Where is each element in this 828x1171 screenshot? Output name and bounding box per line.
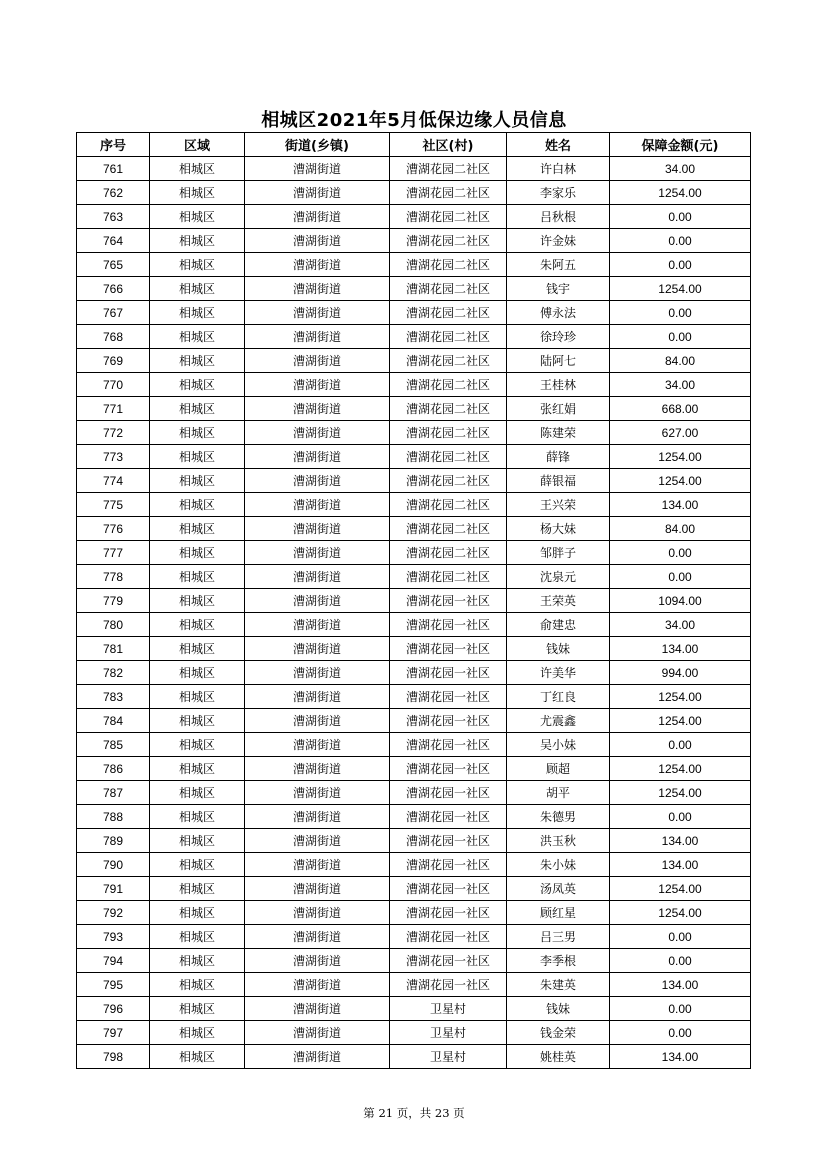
cell-district: 相城区 bbox=[150, 709, 245, 733]
cell-street: 漕湖街道 bbox=[245, 901, 390, 925]
cell-index: 784 bbox=[77, 709, 150, 733]
cell-index: 773 bbox=[77, 445, 150, 469]
cell-amount: 1254.00 bbox=[610, 277, 751, 301]
page-footer: 第 21 页，共 23 页 bbox=[363, 1106, 465, 1120]
table-row bbox=[77, 733, 751, 757]
cell-index: 793 bbox=[77, 925, 150, 949]
cell-index: 792 bbox=[77, 901, 150, 925]
cell-amount: 0.00 bbox=[610, 1021, 751, 1045]
cell-amount: 134.00 bbox=[610, 493, 751, 517]
cell-amount: 0.00 bbox=[610, 925, 751, 949]
cell-amount: 0.00 bbox=[610, 301, 751, 325]
cell-name: 杨大妹 bbox=[507, 517, 610, 541]
cell-amount: 1254.00 bbox=[610, 469, 751, 493]
cell-community: 漕湖花园一社区 bbox=[390, 637, 507, 661]
cell-index: 782 bbox=[77, 661, 150, 685]
cell-district: 相城区 bbox=[150, 589, 245, 613]
cell-community: 漕湖花园一社区 bbox=[390, 949, 507, 973]
cell-amount: 0.00 bbox=[610, 733, 751, 757]
cell-amount: 134.00 bbox=[610, 829, 751, 853]
cell-street: 漕湖街道 bbox=[245, 949, 390, 973]
cell-amount: 84.00 bbox=[610, 349, 751, 373]
cell-street: 漕湖街道 bbox=[245, 421, 390, 445]
table-row bbox=[77, 949, 751, 973]
table-row bbox=[77, 709, 751, 733]
cell-amount: 668.00 bbox=[610, 397, 751, 421]
cell-street: 漕湖街道 bbox=[245, 709, 390, 733]
cell-district: 相城区 bbox=[150, 541, 245, 565]
cell-district: 相城区 bbox=[150, 613, 245, 637]
cell-street: 漕湖街道 bbox=[245, 205, 390, 229]
cell-street: 漕湖街道 bbox=[245, 1045, 390, 1069]
cell-amount: 1254.00 bbox=[610, 685, 751, 709]
cell-district: 相城区 bbox=[150, 805, 245, 829]
cell-community: 漕湖花园二社区 bbox=[390, 181, 507, 205]
cell-name: 张红娟 bbox=[507, 397, 610, 421]
cell-index: 780 bbox=[77, 613, 150, 637]
cell-district: 相城区 bbox=[150, 781, 245, 805]
cell-community: 漕湖花园二社区 bbox=[390, 373, 507, 397]
cell-community: 漕湖花园二社区 bbox=[390, 493, 507, 517]
cell-name: 汤凤英 bbox=[507, 877, 610, 901]
cell-name: 洪玉秋 bbox=[507, 829, 610, 853]
cell-district: 相城区 bbox=[150, 397, 245, 421]
cell-index: 764 bbox=[77, 229, 150, 253]
cell-name: 顾超 bbox=[507, 757, 610, 781]
table-row bbox=[77, 589, 751, 613]
table-header-row bbox=[77, 133, 751, 157]
cell-amount: 1254.00 bbox=[610, 757, 751, 781]
cell-street: 漕湖街道 bbox=[245, 733, 390, 757]
header-district: 区域 bbox=[150, 133, 245, 157]
cell-name: 许美华 bbox=[507, 661, 610, 685]
table-row bbox=[77, 613, 751, 637]
cell-index: 765 bbox=[77, 253, 150, 277]
cell-index: 776 bbox=[77, 517, 150, 541]
cell-community: 漕湖花园一社区 bbox=[390, 709, 507, 733]
cell-district: 相城区 bbox=[150, 685, 245, 709]
cell-district: 相城区 bbox=[150, 1021, 245, 1045]
page-title: 相城区2021年5月低保边缘人员信息 bbox=[261, 110, 567, 131]
cell-name: 朱小妹 bbox=[507, 853, 610, 877]
cell-street: 漕湖街道 bbox=[245, 829, 390, 853]
cell-index: 787 bbox=[77, 781, 150, 805]
cell-name: 丁红良 bbox=[507, 685, 610, 709]
cell-name: 朱阿五 bbox=[507, 253, 610, 277]
cell-community: 漕湖花园一社区 bbox=[390, 613, 507, 637]
cell-district: 相城区 bbox=[150, 229, 245, 253]
cell-community: 漕湖花园一社区 bbox=[390, 781, 507, 805]
header-index: 序号 bbox=[77, 133, 150, 157]
cell-index: 763 bbox=[77, 205, 150, 229]
cell-index: 775 bbox=[77, 493, 150, 517]
cell-amount: 1254.00 bbox=[610, 709, 751, 733]
header-name: 姓名 bbox=[507, 133, 610, 157]
table-row bbox=[77, 373, 751, 397]
table-row bbox=[77, 397, 751, 421]
table-row bbox=[77, 301, 751, 325]
cell-district: 相城区 bbox=[150, 733, 245, 757]
cell-amount: 0.00 bbox=[610, 565, 751, 589]
cell-district: 相城区 bbox=[150, 301, 245, 325]
cell-amount: 1094.00 bbox=[610, 589, 751, 613]
cell-amount: 134.00 bbox=[610, 1045, 751, 1069]
cell-index: 768 bbox=[77, 325, 150, 349]
cell-district: 相城区 bbox=[150, 901, 245, 925]
cell-district: 相城区 bbox=[150, 373, 245, 397]
cell-index: 778 bbox=[77, 565, 150, 589]
cell-amount: 0.00 bbox=[610, 253, 751, 277]
cell-index: 796 bbox=[77, 997, 150, 1021]
cell-index: 783 bbox=[77, 685, 150, 709]
table-row bbox=[77, 157, 751, 181]
cell-index: 766 bbox=[77, 277, 150, 301]
table-row bbox=[77, 661, 751, 685]
cell-name: 薛银福 bbox=[507, 469, 610, 493]
cell-amount: 84.00 bbox=[610, 517, 751, 541]
cell-name: 邹胖子 bbox=[507, 541, 610, 565]
cell-district: 相城区 bbox=[150, 565, 245, 589]
cell-street: 漕湖街道 bbox=[245, 181, 390, 205]
cell-community: 漕湖花园一社区 bbox=[390, 925, 507, 949]
cell-name: 钱金荣 bbox=[507, 1021, 610, 1045]
cell-street: 漕湖街道 bbox=[245, 469, 390, 493]
cell-index: 771 bbox=[77, 397, 150, 421]
cell-name: 俞建忠 bbox=[507, 613, 610, 637]
cell-name: 钱妹 bbox=[507, 637, 610, 661]
cell-community: 漕湖花园二社区 bbox=[390, 157, 507, 181]
cell-street: 漕湖街道 bbox=[245, 637, 390, 661]
table-body bbox=[77, 157, 751, 1069]
table-row bbox=[77, 757, 751, 781]
cell-district: 相城区 bbox=[150, 253, 245, 277]
table-row bbox=[77, 901, 751, 925]
cell-amount: 34.00 bbox=[610, 373, 751, 397]
cell-name: 吕秋根 bbox=[507, 205, 610, 229]
table-row bbox=[77, 277, 751, 301]
cell-street: 漕湖街道 bbox=[245, 277, 390, 301]
cell-amount: 1254.00 bbox=[610, 877, 751, 901]
cell-index: 767 bbox=[77, 301, 150, 325]
cell-district: 相城区 bbox=[150, 661, 245, 685]
cell-community: 漕湖花园二社区 bbox=[390, 277, 507, 301]
cell-community: 漕湖花园二社区 bbox=[390, 541, 507, 565]
cell-community: 漕湖花园一社区 bbox=[390, 589, 507, 613]
table-row bbox=[77, 181, 751, 205]
cell-index: 761 bbox=[77, 157, 150, 181]
cell-amount: 0.00 bbox=[610, 949, 751, 973]
cell-index: 777 bbox=[77, 541, 150, 565]
cell-street: 漕湖街道 bbox=[245, 493, 390, 517]
cell-street: 漕湖街道 bbox=[245, 877, 390, 901]
table-row bbox=[77, 253, 751, 277]
cell-community: 漕湖花园二社区 bbox=[390, 421, 507, 445]
cell-amount: 34.00 bbox=[610, 613, 751, 637]
cell-district: 相城区 bbox=[150, 421, 245, 445]
cell-community: 漕湖花园一社区 bbox=[390, 877, 507, 901]
cell-name: 李家乐 bbox=[507, 181, 610, 205]
table-row bbox=[77, 1045, 751, 1069]
cell-district: 相城区 bbox=[150, 637, 245, 661]
cell-index: 770 bbox=[77, 373, 150, 397]
header-street: 街道(乡镇) bbox=[245, 133, 390, 157]
cell-street: 漕湖街道 bbox=[245, 661, 390, 685]
cell-amount: 1254.00 bbox=[610, 901, 751, 925]
table-row bbox=[77, 469, 751, 493]
cell-street: 漕湖街道 bbox=[245, 589, 390, 613]
cell-street: 漕湖街道 bbox=[245, 805, 390, 829]
cell-amount: 0.00 bbox=[610, 997, 751, 1021]
cell-name: 沈泉元 bbox=[507, 565, 610, 589]
cell-community: 漕湖花园一社区 bbox=[390, 685, 507, 709]
cell-name: 朱建英 bbox=[507, 973, 610, 997]
cell-community: 卫星村 bbox=[390, 997, 507, 1021]
cell-community: 漕湖花园一社区 bbox=[390, 733, 507, 757]
table-row bbox=[77, 421, 751, 445]
cell-index: 772 bbox=[77, 421, 150, 445]
cell-district: 相城区 bbox=[150, 757, 245, 781]
cell-name: 钱宇 bbox=[507, 277, 610, 301]
cell-name: 顾红星 bbox=[507, 901, 610, 925]
cell-district: 相城区 bbox=[150, 325, 245, 349]
cell-district: 相城区 bbox=[150, 157, 245, 181]
cell-amount: 134.00 bbox=[610, 853, 751, 877]
cell-name: 王荣英 bbox=[507, 589, 610, 613]
cell-district: 相城区 bbox=[150, 277, 245, 301]
table-row bbox=[77, 829, 751, 853]
cell-amount: 0.00 bbox=[610, 541, 751, 565]
table-row bbox=[77, 853, 751, 877]
table-row bbox=[77, 565, 751, 589]
cell-amount: 0.00 bbox=[610, 325, 751, 349]
table-row bbox=[77, 973, 751, 997]
cell-name: 徐玲珍 bbox=[507, 325, 610, 349]
cell-street: 漕湖街道 bbox=[245, 613, 390, 637]
cell-street: 漕湖街道 bbox=[245, 757, 390, 781]
cell-name: 胡平 bbox=[507, 781, 610, 805]
cell-name: 陈建荣 bbox=[507, 421, 610, 445]
cell-community: 漕湖花园二社区 bbox=[390, 397, 507, 421]
cell-street: 漕湖街道 bbox=[245, 445, 390, 469]
cell-street: 漕湖街道 bbox=[245, 349, 390, 373]
cell-amount: 994.00 bbox=[610, 661, 751, 685]
cell-name: 李季根 bbox=[507, 949, 610, 973]
cell-amount: 134.00 bbox=[610, 637, 751, 661]
cell-index: 769 bbox=[77, 349, 150, 373]
cell-index: 797 bbox=[77, 1021, 150, 1045]
cell-community: 漕湖花园二社区 bbox=[390, 229, 507, 253]
cell-amount: 134.00 bbox=[610, 973, 751, 997]
cell-community: 漕湖花园二社区 bbox=[390, 253, 507, 277]
table-row bbox=[77, 349, 751, 373]
cell-community: 漕湖花园一社区 bbox=[390, 901, 507, 925]
cell-name: 姚桂英 bbox=[507, 1045, 610, 1069]
cell-district: 相城区 bbox=[150, 829, 245, 853]
cell-community: 卫星村 bbox=[390, 1045, 507, 1069]
cell-district: 相城区 bbox=[150, 205, 245, 229]
cell-community: 漕湖花园二社区 bbox=[390, 565, 507, 589]
cell-street: 漕湖街道 bbox=[245, 997, 390, 1021]
cell-amount: 627.00 bbox=[610, 421, 751, 445]
cell-street: 漕湖街道 bbox=[245, 541, 390, 565]
cell-district: 相城区 bbox=[150, 1045, 245, 1069]
cell-community: 漕湖花园二社区 bbox=[390, 517, 507, 541]
cell-community: 漕湖花园二社区 bbox=[390, 301, 507, 325]
table-row bbox=[77, 541, 751, 565]
table-row bbox=[77, 517, 751, 541]
cell-index: 791 bbox=[77, 877, 150, 901]
cell-street: 漕湖街道 bbox=[245, 565, 390, 589]
cell-street: 漕湖街道 bbox=[245, 301, 390, 325]
cell-name: 朱德男 bbox=[507, 805, 610, 829]
cell-community: 漕湖花园二社区 bbox=[390, 349, 507, 373]
cell-district: 相城区 bbox=[150, 349, 245, 373]
cell-street: 漕湖街道 bbox=[245, 325, 390, 349]
table-row bbox=[77, 493, 751, 517]
cell-district: 相城区 bbox=[150, 973, 245, 997]
cell-district: 相城区 bbox=[150, 925, 245, 949]
table-row bbox=[77, 205, 751, 229]
cell-name: 薛锋 bbox=[507, 445, 610, 469]
table-row bbox=[77, 1021, 751, 1045]
cell-name: 傅永法 bbox=[507, 301, 610, 325]
cell-community: 漕湖花园一社区 bbox=[390, 829, 507, 853]
cell-name: 吴小妹 bbox=[507, 733, 610, 757]
cell-street: 漕湖街道 bbox=[245, 1021, 390, 1045]
cell-amount: 1254.00 bbox=[610, 181, 751, 205]
cell-district: 相城区 bbox=[150, 181, 245, 205]
cell-street: 漕湖街道 bbox=[245, 397, 390, 421]
cell-street: 漕湖街道 bbox=[245, 157, 390, 181]
data-table bbox=[76, 132, 751, 1069]
cell-index: 786 bbox=[77, 757, 150, 781]
table-row bbox=[77, 877, 751, 901]
cell-street: 漕湖街道 bbox=[245, 973, 390, 997]
table-row bbox=[77, 637, 751, 661]
cell-street: 漕湖街道 bbox=[245, 685, 390, 709]
cell-community: 漕湖花园一社区 bbox=[390, 661, 507, 685]
cell-community: 漕湖花园一社区 bbox=[390, 973, 507, 997]
cell-community: 漕湖花园二社区 bbox=[390, 469, 507, 493]
cell-index: 789 bbox=[77, 829, 150, 853]
cell-index: 781 bbox=[77, 637, 150, 661]
cell-street: 漕湖街道 bbox=[245, 781, 390, 805]
cell-community: 卫星村 bbox=[390, 1021, 507, 1045]
cell-district: 相城区 bbox=[150, 445, 245, 469]
cell-name: 钱妹 bbox=[507, 997, 610, 1021]
cell-amount: 34.00 bbox=[610, 157, 751, 181]
cell-index: 790 bbox=[77, 853, 150, 877]
table-row bbox=[77, 997, 751, 1021]
cell-district: 相城区 bbox=[150, 469, 245, 493]
cell-community: 漕湖花园二社区 bbox=[390, 325, 507, 349]
cell-street: 漕湖街道 bbox=[245, 253, 390, 277]
cell-amount: 0.00 bbox=[610, 205, 751, 229]
cell-index: 798 bbox=[77, 1045, 150, 1069]
header-amount: 保障金额(元) bbox=[610, 133, 751, 157]
table-row bbox=[77, 685, 751, 709]
cell-street: 漕湖街道 bbox=[245, 373, 390, 397]
table-row bbox=[77, 229, 751, 253]
cell-index: 794 bbox=[77, 949, 150, 973]
cell-district: 相城区 bbox=[150, 877, 245, 901]
header-community: 社区(村) bbox=[390, 133, 507, 157]
cell-street: 漕湖街道 bbox=[245, 925, 390, 949]
cell-index: 774 bbox=[77, 469, 150, 493]
cell-name: 尤震鑫 bbox=[507, 709, 610, 733]
cell-district: 相城区 bbox=[150, 997, 245, 1021]
cell-name: 王兴荣 bbox=[507, 493, 610, 517]
cell-amount: 1254.00 bbox=[610, 781, 751, 805]
cell-amount: 1254.00 bbox=[610, 445, 751, 469]
cell-index: 785 bbox=[77, 733, 150, 757]
cell-name: 王桂林 bbox=[507, 373, 610, 397]
cell-name: 吕三男 bbox=[507, 925, 610, 949]
cell-name: 许白林 bbox=[507, 157, 610, 181]
cell-community: 漕湖花园一社区 bbox=[390, 757, 507, 781]
cell-index: 779 bbox=[77, 589, 150, 613]
cell-street: 漕湖街道 bbox=[245, 853, 390, 877]
table-row bbox=[77, 805, 751, 829]
cell-district: 相城区 bbox=[150, 493, 245, 517]
table-row bbox=[77, 781, 751, 805]
table-row bbox=[77, 925, 751, 949]
cell-community: 漕湖花园一社区 bbox=[390, 805, 507, 829]
cell-community: 漕湖花园二社区 bbox=[390, 205, 507, 229]
cell-district: 相城区 bbox=[150, 517, 245, 541]
table-row bbox=[77, 445, 751, 469]
cell-amount: 0.00 bbox=[610, 229, 751, 253]
cell-street: 漕湖街道 bbox=[245, 229, 390, 253]
cell-community: 漕湖花园二社区 bbox=[390, 445, 507, 469]
cell-name: 陆阿七 bbox=[507, 349, 610, 373]
table-row bbox=[77, 325, 751, 349]
cell-community: 漕湖花园一社区 bbox=[390, 853, 507, 877]
cell-amount: 0.00 bbox=[610, 805, 751, 829]
cell-index: 762 bbox=[77, 181, 150, 205]
cell-index: 788 bbox=[77, 805, 150, 829]
cell-district: 相城区 bbox=[150, 853, 245, 877]
cell-district: 相城区 bbox=[150, 949, 245, 973]
cell-street: 漕湖街道 bbox=[245, 517, 390, 541]
cell-name: 许金妹 bbox=[507, 229, 610, 253]
cell-index: 795 bbox=[77, 973, 150, 997]
